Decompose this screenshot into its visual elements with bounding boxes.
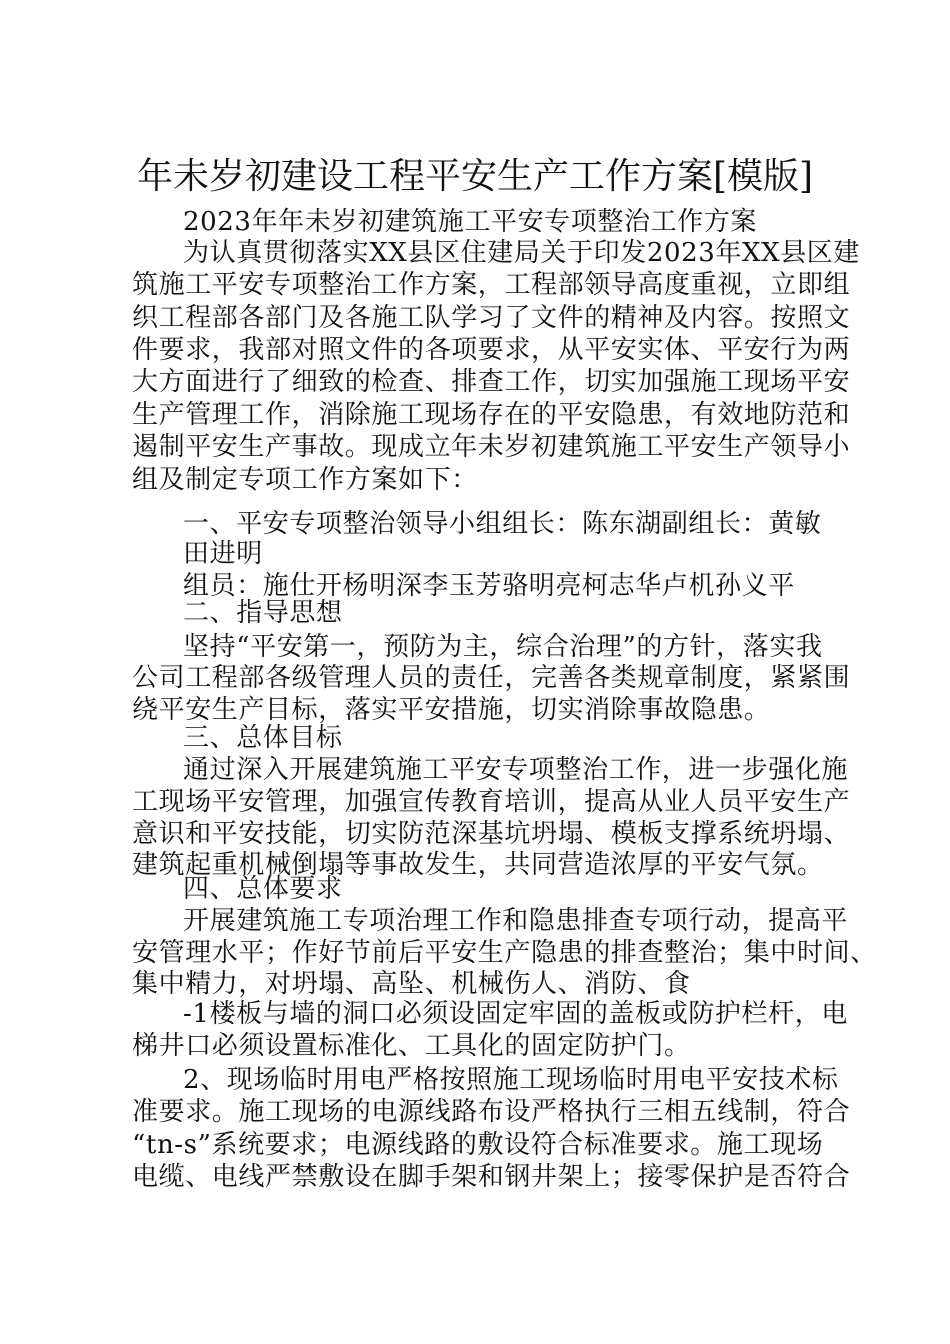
text-line: 四、总体要求 [183, 874, 343, 904]
text-line: 意识和平安技能，切实防范深基坑坍塌、模板支撑系统坍塌、 [132, 819, 851, 849]
text-line: 遏制平安生产事故。现成立年未岁初建筑施工平安生产领导小 [132, 432, 851, 462]
text-line: 筑施工平安专项整治工作方案，工程部领导高度重视，立即组 [132, 270, 851, 300]
text-line: 公司工程部各级管理人员的责任，完善各类规章制度，紧紧围 [132, 663, 851, 693]
text-line: 梯井口必须设置标准化、工具化的固定防护门。 [132, 1031, 691, 1061]
text-line: 件要求，我部对照文件的各项要求，从平安实体、平安行为两 [132, 335, 851, 365]
text-line: 大方面进行了细致的检查、排查工作，切实加强施工现场平安 [132, 367, 851, 397]
text-line: 生产管理工作，消除施工现场存在的平安隐患，有效地防范和 [132, 400, 851, 430]
text-line: 2、现场临时用电严格按照施工现场临时用电平安技术标 [183, 1065, 839, 1095]
document-title: 年未岁初建设工程平安生产工作方案[模版] [136, 156, 814, 197]
text-line: 集中精力，对坍塌、高坠、机械伤人、消防、食 [132, 969, 691, 999]
text-line: 二、指导思想 [183, 598, 343, 628]
text-line: 一、平安专项整治领导小组组长：陈东湖副组长：黄敏 [183, 509, 822, 539]
text-line: “tn-s”系统要求；电源线路的敷设符合标准要求。施工现场 [132, 1130, 824, 1160]
text-line: 电缆、电线严禁敷设在脚手架和钢井架上；接零保护是否符合 [132, 1162, 851, 1192]
text-line: 建筑起重机械倒塌等事故发生，共同营造浓厚的平安气氛。 [132, 850, 824, 880]
text-line: 绕平安生产目标，落实平安措施，切实消除事故隐患。 [132, 695, 771, 725]
text-line: 织工程部各部门及各施工队学习了文件的精神及内容。按照文 [132, 303, 851, 333]
text-line: 安管理水平；作好节前后平安生产隐患的排查整治；集中时间、 [132, 938, 877, 968]
text-line: 田进明 [183, 539, 263, 569]
text-line: -1楼板与墙的洞口必须设固定牢固的盖板或防护栏杆，电 [183, 999, 848, 1029]
text-line: 2023年年未岁初建筑施工平安专项整治工作方案 [183, 207, 757, 237]
text-line: 准要求。施工现场的电源线路布设严格执行三相五线制，符合 [132, 1097, 851, 1127]
text-line: 通过深入开展建筑施工平安专项整治工作，进一步强化施 [183, 755, 849, 785]
text-line: 组员：施仕开杨明深李玉芳骆明亮柯志华卢机孙义平 [183, 571, 795, 601]
text-line: 三、总体目标 [183, 723, 343, 753]
text-line: 组及制定专项工作方案如下： [132, 465, 478, 495]
text-line: 为认真贯彻落实XX县区住建局关于印发2023年XX县区建 [183, 238, 861, 268]
text-line: 开展建筑施工专项治理工作和隐患排查专项行动，提高平 [183, 906, 849, 936]
text-line: 坚持“平安第一，预防为主，综合治理”的方针，落实我 [183, 632, 823, 662]
text-line: 工现场平安管理，加强宣传教育培训，提高从业人员平安生产 [132, 787, 851, 817]
